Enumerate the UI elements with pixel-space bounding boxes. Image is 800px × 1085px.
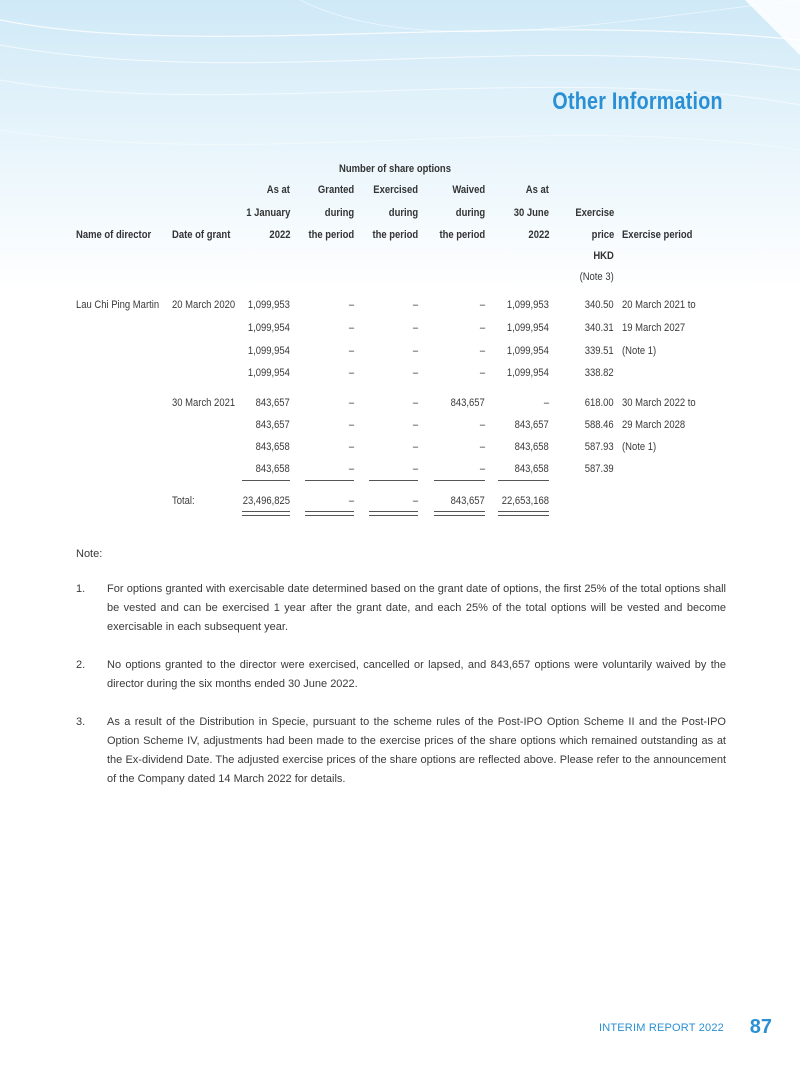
note-text: As a result of the Distribution in Specie, pursuant to the scheme rules of the Post-IPO Option Scheme II and the Post-IPO Option Scheme IV, adjustments had been made to the exercise prices of the share options which remained outstanding as at the Ex-dividend Date. The adjusted exercise prices of the share options are reflected above. Please refer to the announcement of the Company dated 14 March 2022 for details. — [107, 716, 726, 785]
cell-price: 339.51 — [585, 345, 614, 357]
cell-period: 20 March 2021 to — [622, 299, 696, 311]
share-options-table — [0, 0, 800, 540]
cell-asat-start: 843,657 — [255, 419, 290, 431]
cell-asat-start: 1,099,954 — [247, 345, 290, 357]
cell-period: 30 March 2022 to — [622, 397, 696, 409]
subtotal-rule — [242, 480, 290, 481]
cell-period: 19 March 2027 — [622, 322, 686, 334]
note-item — [76, 580, 726, 637]
cell-price: 340.50 — [585, 299, 614, 311]
grant-date: 20 March 2020 — [172, 299, 236, 311]
cell-granted: – — [348, 367, 354, 379]
cell-exercised: – — [412, 441, 418, 453]
subtotal-rule — [305, 480, 354, 481]
header-asat-end-2: 30 June — [513, 207, 549, 219]
cell-asat-start: 1,099,954 — [247, 367, 290, 379]
cell-granted: – — [348, 397, 354, 409]
cell-granted: – — [348, 463, 354, 475]
header-price-2: price — [591, 229, 614, 241]
cell-price: 338.82 — [585, 367, 614, 379]
note-number: 2. — [76, 659, 86, 671]
total-asat-end: 22,653,168 — [501, 495, 549, 507]
cell-waived: – — [479, 322, 485, 334]
cell-period: (Note 1) — [622, 345, 657, 357]
cell-period: 29 March 2028 — [622, 419, 686, 431]
cell-asat-end: 843,658 — [514, 441, 549, 453]
header-price-currency: HKD — [593, 250, 614, 262]
footer-report-label: INTERIM REPORT 2022 — [598, 1022, 724, 1034]
cell-asat-end: 843,657 — [514, 419, 549, 431]
cell-waived: – — [479, 345, 485, 357]
total-exercised: – — [412, 495, 418, 507]
cell-asat-end: 1,099,954 — [506, 322, 549, 334]
note-text: No options granted to the director were exercised, cancelled or lapsed, and 843,657 options were voluntarily waived by the director during the six months ended 30 June 2022. — [107, 659, 726, 690]
total-label: Total: — [172, 495, 195, 507]
header-price-1: Exercise — [575, 207, 614, 219]
cell-granted: – — [348, 419, 354, 431]
note-text: For options granted with exercisable date determined based on the grant date of options, the first 25% of the total options shall be vested and can be exercised 1 year after the grant date, and each 25% of the total options will be vested and become exercisable in each subsequent year. — [107, 583, 726, 633]
header-waived-2: during — [455, 207, 485, 219]
cell-asat-start: 843,658 — [255, 441, 290, 453]
cell-exercised: – — [412, 463, 418, 475]
header-granted-3: the period — [308, 229, 354, 241]
cell-exercised: – — [412, 419, 418, 431]
total-double-rule — [369, 511, 418, 516]
page-title: Other Information — [552, 88, 723, 115]
header-exercised-2: during — [388, 207, 418, 219]
cell-granted: – — [348, 345, 354, 357]
cell-price: 618.00 — [585, 397, 614, 409]
header-granted-1: Granted — [317, 184, 354, 196]
page-number: 87 — [749, 1016, 772, 1038]
header-asat-end-3: 2022 — [527, 229, 549, 241]
cell-granted: – — [348, 322, 354, 334]
header-asat-end-1: As at — [525, 184, 549, 196]
subtotal-rule — [498, 480, 549, 481]
header-asat-start-1: As at — [266, 184, 290, 196]
cell-price: 587.39 — [585, 463, 614, 475]
header-asat-start-3: 2022 — [268, 229, 290, 241]
cell-waived: – — [479, 299, 485, 311]
cell-asat-end: 1,099,954 — [506, 345, 549, 357]
cell-asat-start: 843,657 — [255, 397, 290, 409]
header-granted-2: during — [324, 207, 354, 219]
header-exercised-3: the period — [372, 229, 418, 241]
total-granted: – — [348, 495, 354, 507]
total-double-rule — [242, 511, 290, 516]
header-waived-1: Waived — [452, 184, 485, 196]
header-date: Date of grant — [172, 229, 231, 241]
total-asat-start: 23,496,825 — [242, 495, 290, 507]
note-item — [76, 713, 726, 789]
header-exercise-period: Exercise period — [622, 229, 693, 241]
cell-asat-start: 843,658 — [255, 463, 290, 475]
header-exercised-1: Exercised — [373, 184, 418, 196]
cell-exercised: – — [412, 397, 418, 409]
total-waived: 843,657 — [450, 495, 485, 507]
note-number: 1. — [76, 583, 86, 595]
cell-period: (Note 1) — [622, 441, 657, 453]
cell-price: 588.46 — [585, 419, 614, 431]
cell-granted: – — [348, 441, 354, 453]
notes-label: Note: — [76, 548, 103, 560]
cell-exercised: – — [412, 299, 418, 311]
cell-asat-end: 843,658 — [514, 463, 549, 475]
cell-exercised: – — [412, 367, 418, 379]
notes-section — [76, 545, 726, 808]
cell-exercised: – — [412, 322, 418, 334]
header-waived-3: the period — [439, 229, 485, 241]
cell-waived: – — [479, 441, 485, 453]
cell-waived: – — [479, 463, 485, 475]
total-double-rule — [434, 511, 485, 516]
total-double-rule — [305, 511, 354, 516]
cell-price: 587.93 — [585, 441, 614, 453]
cell-exercised: – — [412, 345, 418, 357]
total-double-rule — [498, 511, 549, 516]
note-item — [76, 656, 726, 694]
cell-price: 340.31 — [585, 322, 614, 334]
cell-waived: – — [479, 419, 485, 431]
header-name: Name of director — [76, 229, 152, 241]
cell-asat-end: 1,099,953 — [506, 299, 549, 311]
cell-asat-start: 1,099,954 — [247, 322, 290, 334]
director-name: Lau Chi Ping Martin — [76, 299, 160, 311]
group-header: Number of share options — [339, 163, 451, 175]
cell-waived: – — [479, 367, 485, 379]
note-number: 3. — [76, 716, 86, 728]
subtotal-rule — [369, 480, 418, 481]
cell-asat-end: – — [543, 397, 549, 409]
cell-asat-start: 1,099,953 — [247, 299, 290, 311]
header-price-note: (Note 3) — [579, 271, 614, 283]
grant-date: 30 March 2021 — [172, 397, 236, 409]
cell-asat-end: 1,099,954 — [506, 367, 549, 379]
subtotal-rule — [434, 480, 485, 481]
cell-granted: – — [348, 299, 354, 311]
header-asat-start-2: 1 January — [245, 207, 290, 219]
cell-waived: 843,657 — [450, 397, 485, 409]
